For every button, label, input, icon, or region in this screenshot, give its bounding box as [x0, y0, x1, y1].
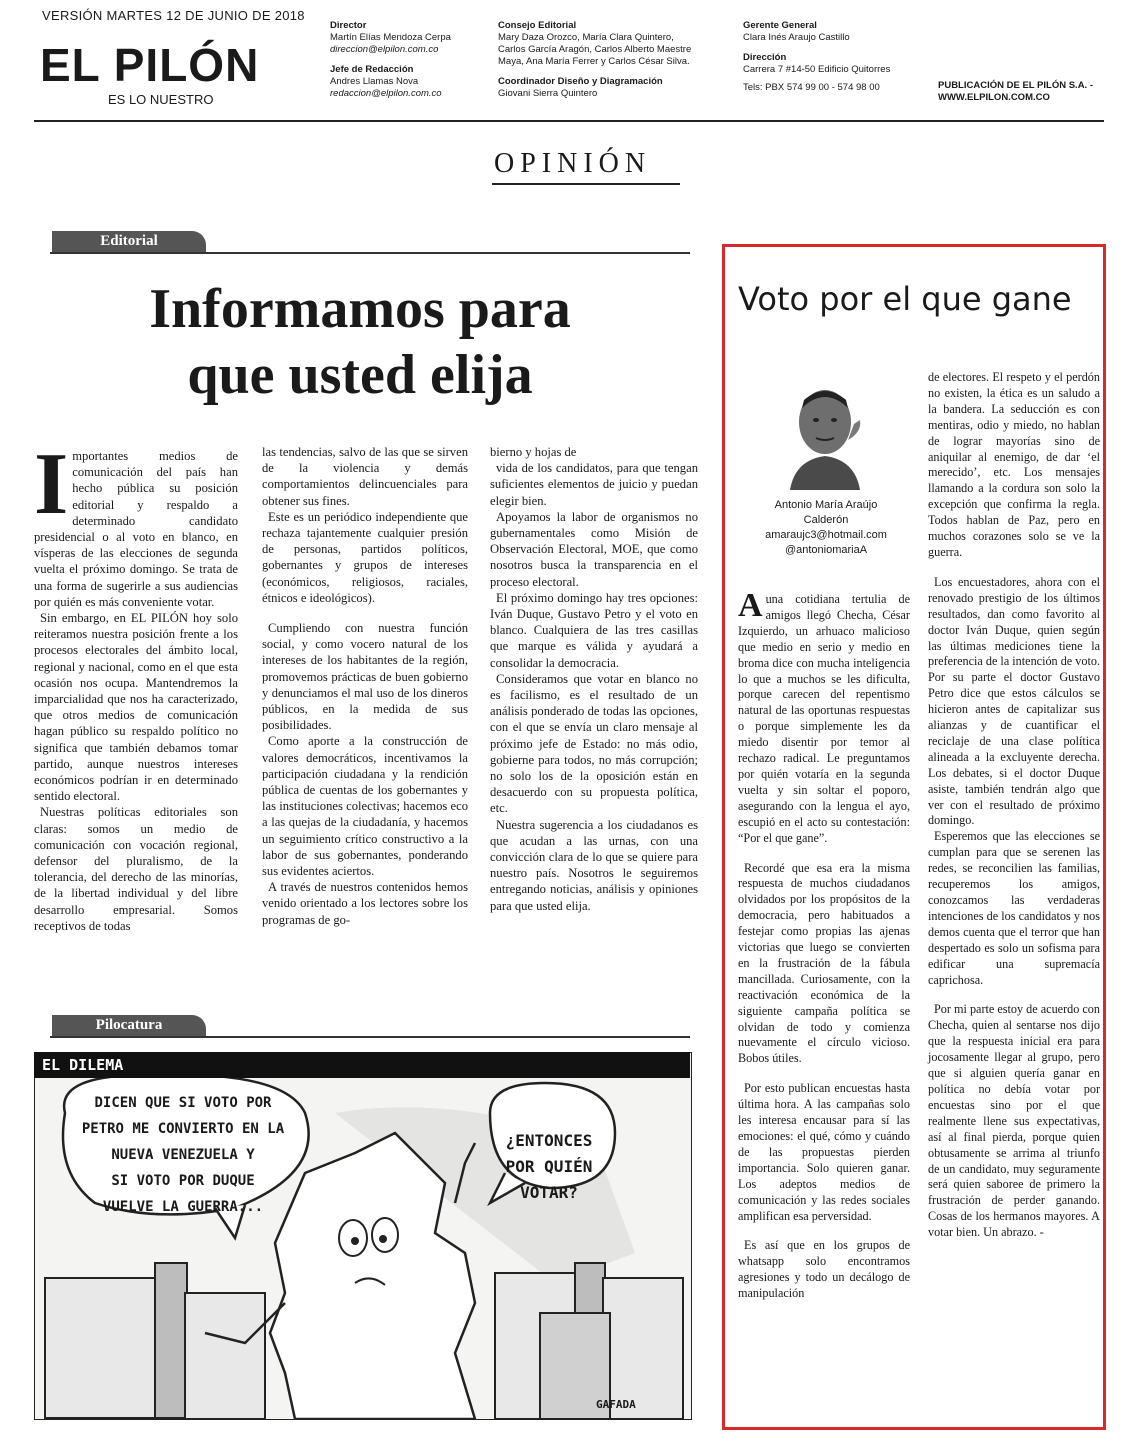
section-rule — [492, 183, 680, 185]
consejo-label: Consejo Editorial — [498, 20, 577, 31]
paragraph: Es así que en los grupos de whatsapp solo encontramos agresiones y todo un decálogo de manipulación — [738, 1238, 910, 1301]
editorial-dropcap: I — [34, 436, 69, 533]
headline-line1: Informamos para — [149, 278, 571, 340]
bubble-line: PETRO ME CONVIERTO EN LA — [81, 1121, 285, 1137]
coord-name: Giovani Sierra Quintero — [498, 88, 598, 99]
paragraph: Nuestras políticas editoriales son claras: somos un medio de comunicación con vocación regional, defensor del pluralismo, de la tolerancia, del derecho de las minorías, de la libertad individual y del libre desarrollo empresarial. Somos receptivos de todas — [34, 805, 238, 933]
paragraph: Este es un periódico independiente que rechaza tajantemente cualquier presión de personas, partidos políticos, gobernantes y grupos de intereses (económicos, religiosos, raciales, étnicos e ideológicos). — [262, 509, 468, 605]
director-name: Martín Elías Mendoza Cerpa — [330, 32, 451, 43]
author-name-1: Antonio María Araújo — [774, 499, 878, 511]
director-email[interactable]: direccion@elpilon.com.co — [330, 44, 439, 55]
dir-value: Carrera 7 #14-50 Edificio Quitorres — [743, 64, 891, 75]
bubble-line: VUELVE LA GUERRA... — [102, 1199, 264, 1215]
editorial-column-1 — [34, 436, 238, 934]
paragraph: las tendencias, salvo de las que se sirven de la violencia y demás comportamientos delincuenciales para obtener sus fines. — [262, 445, 468, 508]
masthead-consejo — [498, 20, 691, 100]
paragraph: Los encuestadores, ahora con el renovado prestigio de los últimos resultados, dan como favorito al doctor Iván Duque, quien según las últimas mediciones tiene la preferencia de la intención de voto. Por su parte el doctor Gustavo Petro dice que estos cálculos se hicieron antes de capitalizar sus alianzas y de cuantificar el reciclaje de una clase política alineada a la excluyente derecha. Los debates, si el doctor Duque asiste, también tendrán algo que ver con el resultado de próximo domingo. — [928, 574, 1100, 828]
paragraph: Nuestra sugerencia a los ciudadanos es que acudan a las urnas, con una convicción clara de lo que se quiere para nuestro país. Nosotros le seguiremos entregando noticias, análisis y opiniones para que usted elija. — [490, 817, 698, 913]
pilocatura-tab: Pilocatura — [52, 1015, 206, 1036]
jefe-name: Andres Llamas Nova — [330, 76, 419, 87]
masthead-gerente — [743, 20, 890, 94]
jefe-email[interactable]: redaccion@elpilon.com.co — [330, 88, 442, 99]
cartoon-title-bar — [34, 1052, 690, 1078]
author-info — [736, 498, 916, 558]
opinion-column-2 — [928, 370, 1100, 1241]
masthead-rule — [34, 120, 1104, 122]
cartoon-bubble-right — [494, 1128, 604, 1206]
paragraph: Como aporte a la construcción de valores democráticos, incentivamos la participación ciudadana y la rendición pública de cuentas de los gobernantes y las instituciones colectivas; hacemos eco a las quejas de la ciudadanía, y hacemos un seguimiento crítico constructivo a la labor de sus gobernantes, ponderando sus evidentes aciertos. — [262, 734, 468, 879]
paragraph: Por mi parte estoy de acuerdo con Checha, quien al sentarse nos dijo que la respuesta inicial era para jocosamente llegar al grupo, pero que si alguien quería ganar en política no debía votar por encuestas sino por el que realmente llene sus expectativas, así al final pierda, porque quien obtusamente se arrima al triunfo de un candidato, muy seguramente será quien saboree de primero la frustración de perder ganando. Cosas de los hermanos mayores. A votar bien. Un abrazo. - — [928, 1002, 1100, 1240]
bubble-line: SI VOTO POR DUQUE — [111, 1173, 255, 1189]
headline-line2: que usted elija — [187, 344, 533, 406]
pilocatura-tab-rule — [50, 1036, 690, 1038]
logo-tagline: ES LO NUESTRO — [108, 92, 214, 107]
newspaper-logo[interactable]: EL PILÓN — [40, 39, 260, 91]
cartoon-bubble-left — [68, 1090, 298, 1220]
paragraph: Por esto publican encuestas hasta última hora. A las campañas solo les interesa encausar para sí las emociones: el qué, cómo y cuándo de las propuestas pierden importancia. Solo quieren ganar. Los adeptos medios de comunicación y las redes sociales amplifican esa perversidad. — [738, 1081, 910, 1223]
paragraph: El próximo domingo hay tres opciones: Iván Duque, Gustavo Petro y el voto en blanco. Cualquiera de las tres casillas que marque es válida y ayudará a consolidar la democracia. — [490, 590, 698, 670]
pub-website[interactable]: WWW.ELPILON.COM.CO — [938, 92, 1050, 103]
consejo-line2: Carlos García Aragón, Carlos Alberto Maestre — [498, 44, 692, 55]
telephones: Tels: PBX 574 99 00 - 574 98 00 — [743, 82, 880, 93]
paragraph: bierno y hojas de — [490, 445, 577, 459]
paragraph: una cotidiana tertulia de amigos llegó Checha, César Izquierdo, un arhuaco malicioso que medio en serio y medio en broma dice con mucha inteligencia lo que a muchos se les dificulta, porque carecen del repentismo natural de las oportunas respuestas o porque simplemente les da miedo disentir por temor al rechazo radical. Le preguntamos por quién votaría en la segunda vuelta y sin soltar el poporo, asegurando con la lengua el ayo, escupió en el acto su contestación: “Por el que gane”. — [738, 592, 910, 845]
paragraph: Consideramos que votar en blanco no es facilismo, es el resultado de un análisis ponderado de todas las opciones, con el que se envía un claro mensaje al próximo jefe de Estado: no más odio, gobierne para todos, no más corrupción; no solo los de la oposición están en desacuerdo con su propuesta política, etc. — [490, 671, 698, 816]
author-handle[interactable]: @antoniomariaA — [784, 544, 868, 556]
bubble-line: DICEN QUE SI VOTO POR — [94, 1095, 272, 1111]
jefe-label: Jefe de Redacción — [330, 64, 414, 75]
author-email[interactable]: amaraujc3@hotmail.com — [765, 529, 887, 541]
paragraph: mportantes medios de comunicación del país han hecho pública su posición editorial y respaldo a determinado candidato presidencial o al voto en blanco, en vísperas de las elecciones de segunda vuelta el próximo domingo. Se trata de una forma de sugerirle a sus audiencias por quién es más conveniente votar. — [34, 449, 238, 609]
coord-label: Coordinador Diseño y Diagramación — [498, 76, 663, 87]
director-label: Director — [330, 20, 367, 31]
column-dropcap: A — [738, 587, 763, 624]
cartoon-signature: GAFADA — [596, 1398, 636, 1411]
paragraph: vida de los candidatos, para que tengan suficientes elementos de juicio y puedan elegir bien. — [490, 461, 698, 508]
opinion-column-title: Voto por el que gane — [738, 280, 1072, 318]
masthead-publication — [938, 80, 1093, 104]
paragraph: Apoyamos la labor de organismos no gubernamentales como Misión de Observación Electoral, MOE, que como nosotros busca la transparencia en el proceso electoral. — [490, 509, 698, 589]
pub-line1: PUBLICACIÓN DE EL PILÓN S.A. - — [938, 80, 1094, 91]
bubble-line: NUEVA VENEZUELA Y — [111, 1147, 255, 1163]
paragraph: Esperemos que las elecciones se cumplan para que se serenen las redes, se reconcilien las familias, recuperemos los amigos, conozcamos las verdaderas intenciones de los candidatos y nos demos cuenta que el terror que han despertado es solo un sofisma para edificar una supremacía caprichosa. — [928, 829, 1100, 987]
editorial-headline — [40, 276, 680, 408]
paragraph: Sin embargo, en EL PILÓN hoy solo reiteramos nuestra posición frente a los procesos electorales del ámbito local, regional y nacional, como en el que esta ocasión nos ocupa. Mantendremos la imparcialidad que nos ha caracterizado, que otros medios de comunicación hagan público su respaldo político no significa que también debamos tomar partido, aunque nuestros intereses económicos podrían ir en determinado sentido electoral. — [34, 611, 238, 804]
bubble-line: POR QUIÉN — [505, 1157, 593, 1176]
editorial-column-2 — [262, 444, 468, 928]
bubble-line: ¿ENTONCES — [505, 1131, 593, 1150]
author-name-2: Calderón — [803, 514, 849, 526]
paragraph: de electores. El respeto y el perdón no existen, la ética es un saludo a la bandera. La seducción es con mentiras, odio y miedo, no hablan de lograr mayorías sino de aniquilar al enemigo, de dar ‘el merecido’, etc. Los mensajes llamando a la cordura son solo la excepción que confirma la regla. Todos hablan de Paz, pero en muchos corazones solo se ve la guerra. — [928, 370, 1100, 559]
bubble-line: VOTAR? — [520, 1183, 578, 1202]
gerente-name: Clara Inés Araujo Castillo — [743, 32, 850, 43]
section-title: OPINIÓN — [494, 148, 652, 179]
author-photo — [780, 380, 870, 490]
gerente-label: Gerente General — [743, 20, 817, 31]
opinion-column-1 — [738, 587, 910, 1302]
consejo-line3: Maya, Ana María Ferrer y Carlos César Silva. — [498, 56, 690, 67]
masthead-director — [330, 20, 451, 100]
paragraph: Recordé que esa era la misma respuesta de muchos ciudadanos olvidados por los propósitos de la democracia, pero habituados a festejar como propias las ajenas victorias que luego se convierten en la frustración de la fábula mancillada. Curiosamente, con la reactivación económica de la siguiente campaña política se olvidan de todo y comienza nuevamente el círculo vicioso. Bobos útiles. — [738, 860, 910, 1066]
editorial-tab-rule — [50, 252, 690, 254]
cartoon-title: EL DILEMA — [42, 1056, 124, 1074]
dir-label: Dirección — [743, 52, 787, 63]
edition-date: VERSIÓN MARTES 12 DE JUNIO DE 2018 — [42, 8, 305, 23]
paragraph: Cumpliendo con nuestra función social, y como vocero natural de los intereses de los habitantes de la región, promovemos prácticas de buen gobierno y denunciamos el mal uso de los dineros públicos, en la medida de sus posibilidades. — [262, 621, 468, 733]
paragraph: A través de nuestros contenidos hemos venido orientado a los lectores sobre los programas de go- — [262, 880, 468, 927]
editorial-column-3 — [490, 444, 698, 914]
consejo-line1: Mary Daza Orozco, María Clara Quintero, — [498, 32, 674, 43]
editorial-tab: Editorial — [52, 231, 206, 252]
